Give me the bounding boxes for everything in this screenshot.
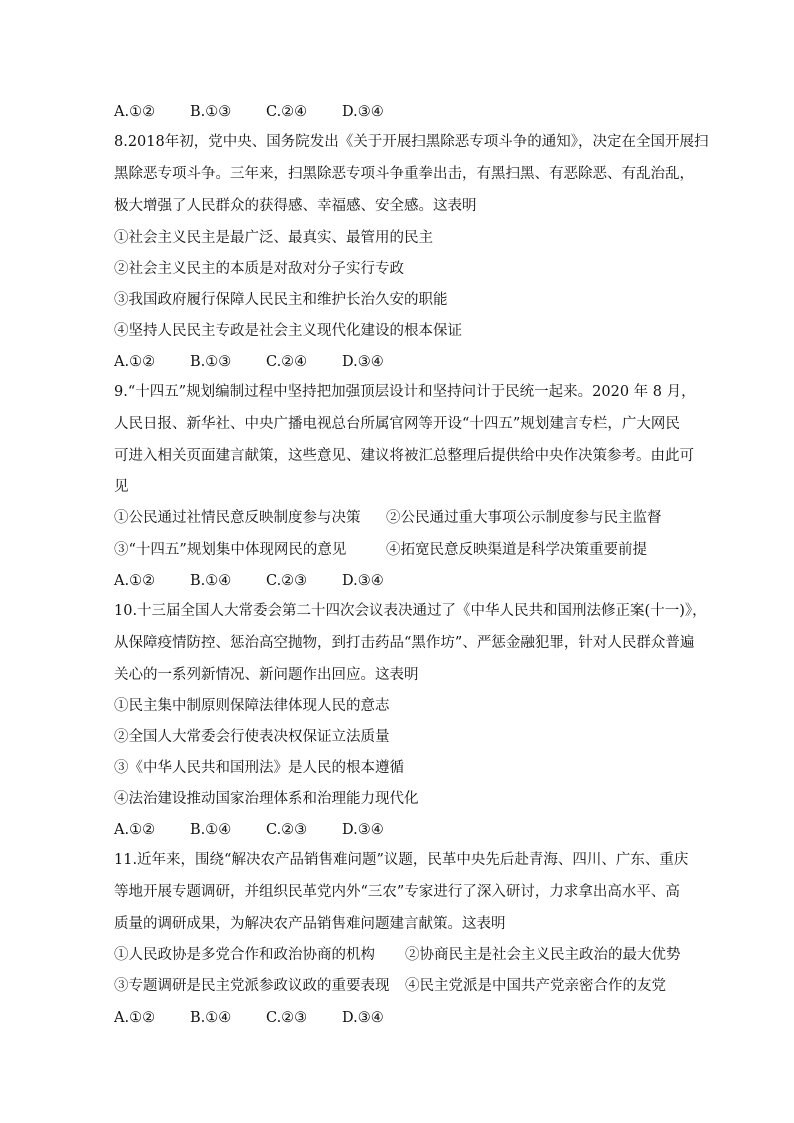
choice-d: D.③④ (342, 822, 384, 838)
choice-a: A.①② (114, 1010, 156, 1026)
choice-c: C.②④ (266, 354, 308, 370)
choice-d: D.③④ (342, 354, 384, 370)
choice-a: A.①② (114, 822, 156, 838)
choice-c: C.②③ (266, 1010, 308, 1026)
statement-2: ②协商民主是社会主义民主政治的最大优势 (405, 947, 681, 963)
question-stem-line: 8.2018年初，党中央、国务院发出《关于开展扫黑除恶专项斗争的通知》，决定在全国开展扫 (114, 134, 709, 150)
choice-d: D.③④ (342, 1010, 384, 1026)
choice-b: B.①④ (190, 822, 232, 838)
choice-a: A.①② (114, 104, 156, 120)
choice-d: D.③④ (342, 573, 384, 589)
statement-3: ③我国政府履行保障人民民主和维护长治久安的职能 (114, 292, 448, 308)
statement-3: ③专题调研是民主党派参政议政的重要表现 (114, 978, 390, 994)
question-stem-line: 黑除恶专项斗争。三年来，扫黑除恶专项斗争重拳出击，有黑扫黑、有恶除恶、有乱治乱， (114, 166, 694, 182)
choice-b: B.①④ (190, 1010, 232, 1026)
question-stem-line: 人民日报、新华社、中央广播电视总台所属官网等开设“十四五”规划建言专栏，广大网民 (114, 416, 680, 432)
choice-b: B.①③ (190, 354, 232, 370)
choice-d: D.③④ (342, 104, 384, 120)
question-stem-line: 见 (114, 479, 129, 495)
statement-3: ③“十四五”规划集中体现网民的意见 (114, 542, 347, 558)
statement-4: ④拓宽民意反映渠道是科学决策重要前提 (386, 542, 647, 558)
question-stem-line: 极大增强了人民群众的获得感、幸福感、安全感。这表明 (114, 198, 477, 214)
statement-1: ①人民政协是多党合作和政治协商的机构 (114, 947, 375, 963)
statement-4: ④法治建设推动国家治理体系和治理能力现代化 (114, 791, 419, 807)
statement-3: ③《中华人民共和国刑法》是人民的根本遵循 (114, 760, 404, 776)
statement-2: ②全国人大常委会行使表决权保证立法质量 (114, 729, 390, 745)
statement-1: ①公民通过社情民意反映制度参与决策 (114, 510, 361, 526)
statement-4: ④民主党派是中国共产党亲密合作的友党 (405, 978, 666, 994)
statement-2: ②社会主义民主的本质是对敌对分子实行专政 (114, 261, 404, 277)
choice-b: B.①④ (190, 573, 232, 589)
question-stem-line: 质量的调研成果，为解决农产品销售难问题建言献策。这表明 (114, 916, 506, 932)
choice-b: B.①③ (190, 104, 232, 120)
question-stem-line: 从保障疫情防控、惩治高空抛物，到打击药品“黑作坊”、严惩金融犯罪，针对人民群众普遍 (114, 635, 695, 651)
question-stem-line: 等地开展专题调研，并组织民革党内外“三农”专家进行了深入研讨，力求拿出高水平、高 (114, 884, 680, 900)
statement-1: ①民主集中制原则保障法律体现人民的意志 (114, 698, 390, 714)
statement-4: ④坚持人民民主专政是社会主义现代化建设的根本保证 (114, 323, 462, 339)
choice-a: A.①② (114, 573, 156, 589)
question-stem-line: 9.“十四五”规划编制过程中坚持把加强顶层设计和坚持问计于民统一起来。2020 年 8 月， (114, 384, 696, 400)
statement-1: ①社会主义民主是最广泛、最真实、最管用的民主 (114, 230, 433, 246)
question-stem-line: 关心的一系列新情况、新问题作出回应。这表明 (114, 667, 419, 683)
question-stem-line: 10.十三届全国人大常委会第二十四次会议表决通过了《中华人民共和国刑法修正案(十一)》， (114, 603, 707, 619)
statement-2: ②公民通过重大事项公示制度参与民主监督 (386, 510, 662, 526)
question-stem-line: 11.近年来，围绕“解决农产品销售难问题”议题，民革中央先后赴青海、四川、广东、重庆 (114, 852, 689, 868)
question-stem-line: 可进入相关页面建言献策，这些意见、建议将被汇总整理后提供给中央作决策参考。由此可 (114, 448, 694, 464)
choice-c: C.②③ (266, 822, 308, 838)
choice-c: C.②④ (266, 104, 308, 120)
choice-c: C.②③ (266, 573, 308, 589)
choice-a: A.①② (114, 354, 156, 370)
